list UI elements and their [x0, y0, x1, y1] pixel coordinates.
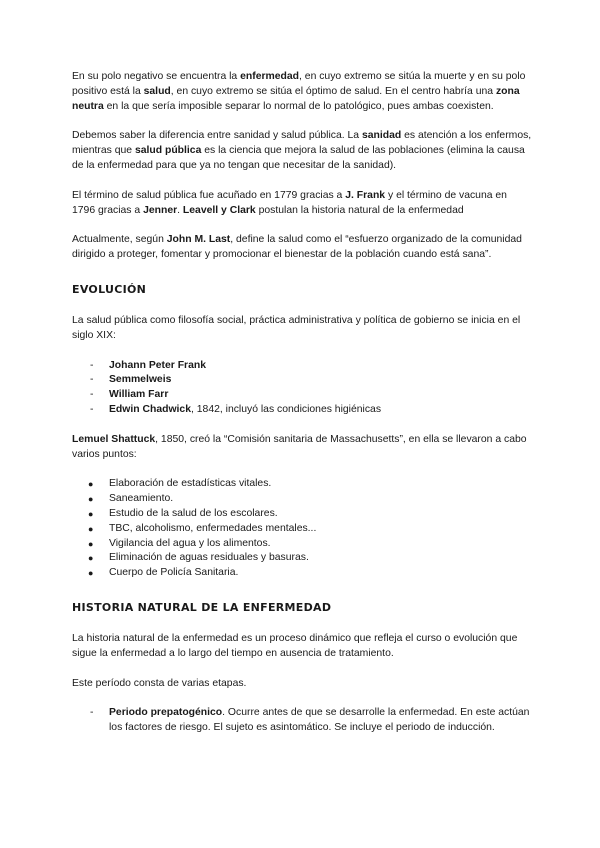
paragraph-definition: [72, 233, 532, 263]
text: en la que sería imposible separar lo normal de lo patológico, pues ambas coexisten.: [103, 100, 494, 112]
pioneer-name: William Farr: [109, 389, 169, 401]
text: Saneamiento.: [109, 493, 174, 505]
stages-list: [72, 706, 532, 736]
bullet-marker: ●: [88, 494, 94, 505]
list-item: [72, 537, 532, 552]
text: TBC, alcoholismo, enfermedades mentales...: [109, 522, 317, 534]
paragraph-evolution-intro: La salud pública como filosofía social, práctica administrativa y política de gobierno se inicia en el siglo XIX:: [72, 314, 521, 341]
text: En su polo negativo se encuentra la: [72, 71, 241, 82]
term-periodo-prepatogenico: Periodo prepatogénico: [109, 707, 223, 719]
name-lemuel-shattuck: Lemuel Shattuck: [72, 433, 156, 445]
text: , en cuyo extremo se sitúa la muerte y en su polo positivo está la: [72, 71, 526, 97]
dash-marker: -: [90, 359, 94, 371]
pioneer-name: Edwin Chadwick: [109, 403, 191, 415]
text: es atención a los enfermos, mientras que: [72, 130, 532, 157]
bullet-marker: ●: [88, 568, 94, 579]
term-salud: salud: [143, 85, 171, 97]
list-item: [72, 566, 532, 581]
heading-historia-natural: HISTORIA NATURAL DE LA ENFERMEDAD: [72, 600, 332, 614]
paragraph-health-poles: [72, 70, 532, 114]
list-item: [72, 477, 532, 492]
pioneer-name: Johann Peter Frank: [109, 359, 207, 371]
dash-marker: -: [90, 707, 94, 719]
text: Elaboración de estadísticas vitales.: [109, 478, 272, 490]
pioneer-name: Semmelweis: [109, 374, 172, 386]
text: y el término de vacuna en 1796 gracias a: [72, 189, 507, 216]
dash-marker: -: [90, 374, 94, 386]
list-item: [72, 522, 532, 537]
list-item: [72, 388, 532, 403]
text: , define la salud como el “esfuerzo organizado de la comunidad dirigido a proteger, fomentar y promocionar el bienestar de la población cuando está sana”.: [72, 234, 522, 261]
text: , en cuyo extremo se sitúa el óptimo de salud. En el centro habría una: [170, 85, 496, 97]
text: . Ocurre antes de que se desarrolle la enfermedad. En este actúan los factores de riesgo. El sujeto es asintomático. Se incluye el periodo de inducción.: [109, 707, 530, 734]
list-item: [72, 492, 532, 507]
dash-marker: -: [90, 389, 94, 401]
text: Cuerpo de Policía Sanitaria.: [109, 567, 239, 579]
name-jenner: Jenner: [143, 204, 178, 216]
paragraph-sanidad: [72, 129, 532, 173]
list-item: [72, 507, 532, 522]
pioneers-list: [72, 359, 532, 418]
paragraph-natural-history: La historia natural de la enfermedad es un proceso dinámico que refleja el curso o evolución que sigue la enfermedad a lo largo del tiempo en ausencia de tratamiento.: [72, 632, 518, 659]
text: Estudio de la salud de los escolares.: [109, 507, 278, 519]
text: es la ciencia que mejora la salud de las poblaciones (elimina la causa de la enfermedad para que ya no tengan que necesitar de la sanidad).: [72, 145, 525, 171]
text: , 1850, creó la “Comisión sanitaria de Massachusetts”, en ella se llevaron a cabo varios puntos:: [72, 433, 527, 460]
name-john-last: John M. Last: [166, 234, 231, 246]
bullet-marker: ●: [88, 479, 94, 490]
text: El término de salud pública fue acuñado en 1779 gracias a: [72, 189, 346, 201]
document-page: [72, 70, 532, 736]
list-item: [72, 373, 532, 388]
paragraph-shattuck: [72, 433, 532, 463]
dash-marker: -: [90, 403, 94, 415]
text: postulan la historia natural de la enfermedad: [255, 204, 464, 216]
bullet-marker: ●: [88, 538, 94, 549]
term-zona-neutra: zona neutra: [72, 85, 520, 112]
paragraph-stages-intro: Este período consta de varias etapas.: [72, 677, 247, 689]
term-salud-publica: salud pública: [134, 145, 202, 157]
term-sanidad: sanidad: [361, 130, 402, 142]
heading-evolucion: EVOLUCIÓN: [72, 282, 147, 296]
term-enfermedad: enfermedad: [240, 71, 300, 82]
bullet-marker: ●: [88, 508, 94, 519]
list-item: [72, 403, 532, 418]
text: Actualmente, según: [72, 234, 167, 246]
text: Eliminación de aguas residuales y basuras.: [109, 552, 309, 564]
text: Vigilancia del agua y los alimentos.: [109, 537, 271, 549]
name-leavell-clark: Leavell y Clark: [182, 204, 256, 216]
list-item: [72, 551, 532, 566]
list-item: [72, 706, 532, 736]
paragraph-origin: [72, 189, 532, 219]
list-item: [72, 359, 532, 374]
commission-points-list: [72, 477, 532, 581]
text: Debemos saber la diferencia entre sanidad y salud pública. La: [72, 130, 362, 142]
bullet-marker: ●: [88, 553, 94, 564]
bullet-marker: ●: [88, 523, 94, 534]
text: .: [177, 204, 183, 216]
name-j-frank: J. Frank: [345, 189, 386, 201]
text: , 1842, incluyó las condiciones higiénicas: [190, 403, 382, 415]
